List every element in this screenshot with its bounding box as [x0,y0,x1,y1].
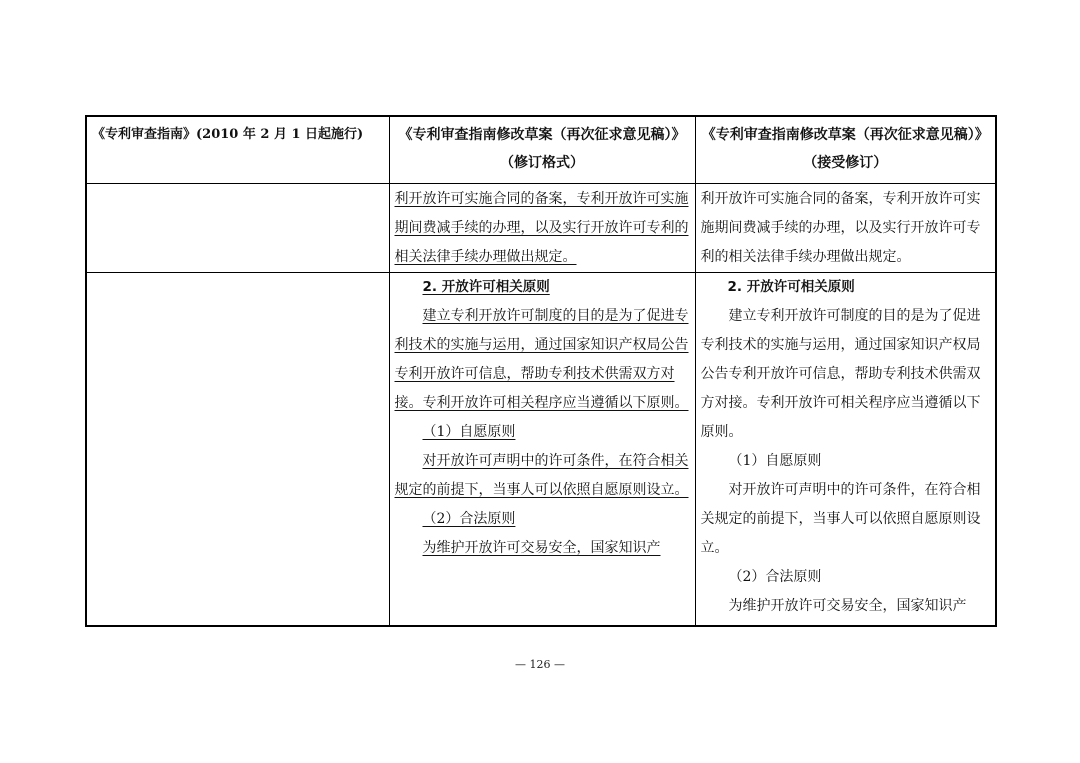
voluntary-principle-title: （1）自愿原则 [422,424,516,440]
row2-col3-cell [695,273,996,627]
comparison-table [85,115,997,627]
section-heading: 2. 开放许可相关原则 [727,279,855,295]
row2-col2-cell [389,273,695,627]
row2-col1-cell [86,273,389,627]
principles-paragraph: 建立专利开放许可制度的目的是为了促进专利技术的实施与运用，通过国家知识产权局公告专利开放许可信息，帮助专利技术供需双方对接。专利开放许可相关程序应当遵循以下原则。 [700,308,981,440]
row1-col1-cell [86,184,389,273]
table-row [86,184,996,273]
legality-principle-text: 为维护开放许可交易安全，国家知识产 [728,598,967,614]
page-number: — 126 — [515,658,565,671]
voluntary-principle-text: 对开放许可声明中的许可条件，在符合相关规定的前提下，当事人可以依照自愿原则设立。 [700,482,981,556]
row1-col3-text: 利开放许可实施合同的备案，专利开放许可实施期间费减手续的办理，以及实行开放许可专利的相关法律手续办理做出规定。 [700,191,981,265]
header-col-original: 《专利审查指南》(2010 年 2 月 1 日起施行) [86,116,389,184]
header-col-revision-marked: 《专利审查指南修改草案（再次征求意见稿）》（修订格式） [389,116,695,184]
header-row [86,116,996,184]
header-col-revision-accepted: 《专利审查指南修改草案（再次征求意见稿）》（接受修订） [695,116,996,184]
legality-principle-text: 为维护开放许可交易安全，国家知识产 [422,540,661,556]
section-heading: 2. 开放许可相关原则 [422,279,550,295]
row1-col3-cell [695,184,996,273]
row1-col2-cell [389,184,695,273]
legality-principle-title: （2）合法原则 [422,511,516,527]
table-row [86,273,996,627]
principles-paragraph: 建立专利开放许可制度的目的是为了促进专利技术的实施与运用，通过国家知识产权局公告专利开放许可信息，帮助专利技术供需双方对接。专利开放许可相关程序应当遵循以下原则。 [394,308,689,411]
row1-col2-text: 利开放许可实施合同的备案，专利开放许可实施期间费减手续的办理，以及实行开放许可专利的相关法律手续办理做出规定。 [394,191,689,265]
voluntary-principle-title: （1）自愿原则 [728,453,822,469]
legality-principle-title: （2）合法原则 [728,569,822,585]
voluntary-principle-text: 对开放许可声明中的许可条件，在符合相关规定的前提下，当事人可以依照自愿原则设立。 [394,453,689,498]
